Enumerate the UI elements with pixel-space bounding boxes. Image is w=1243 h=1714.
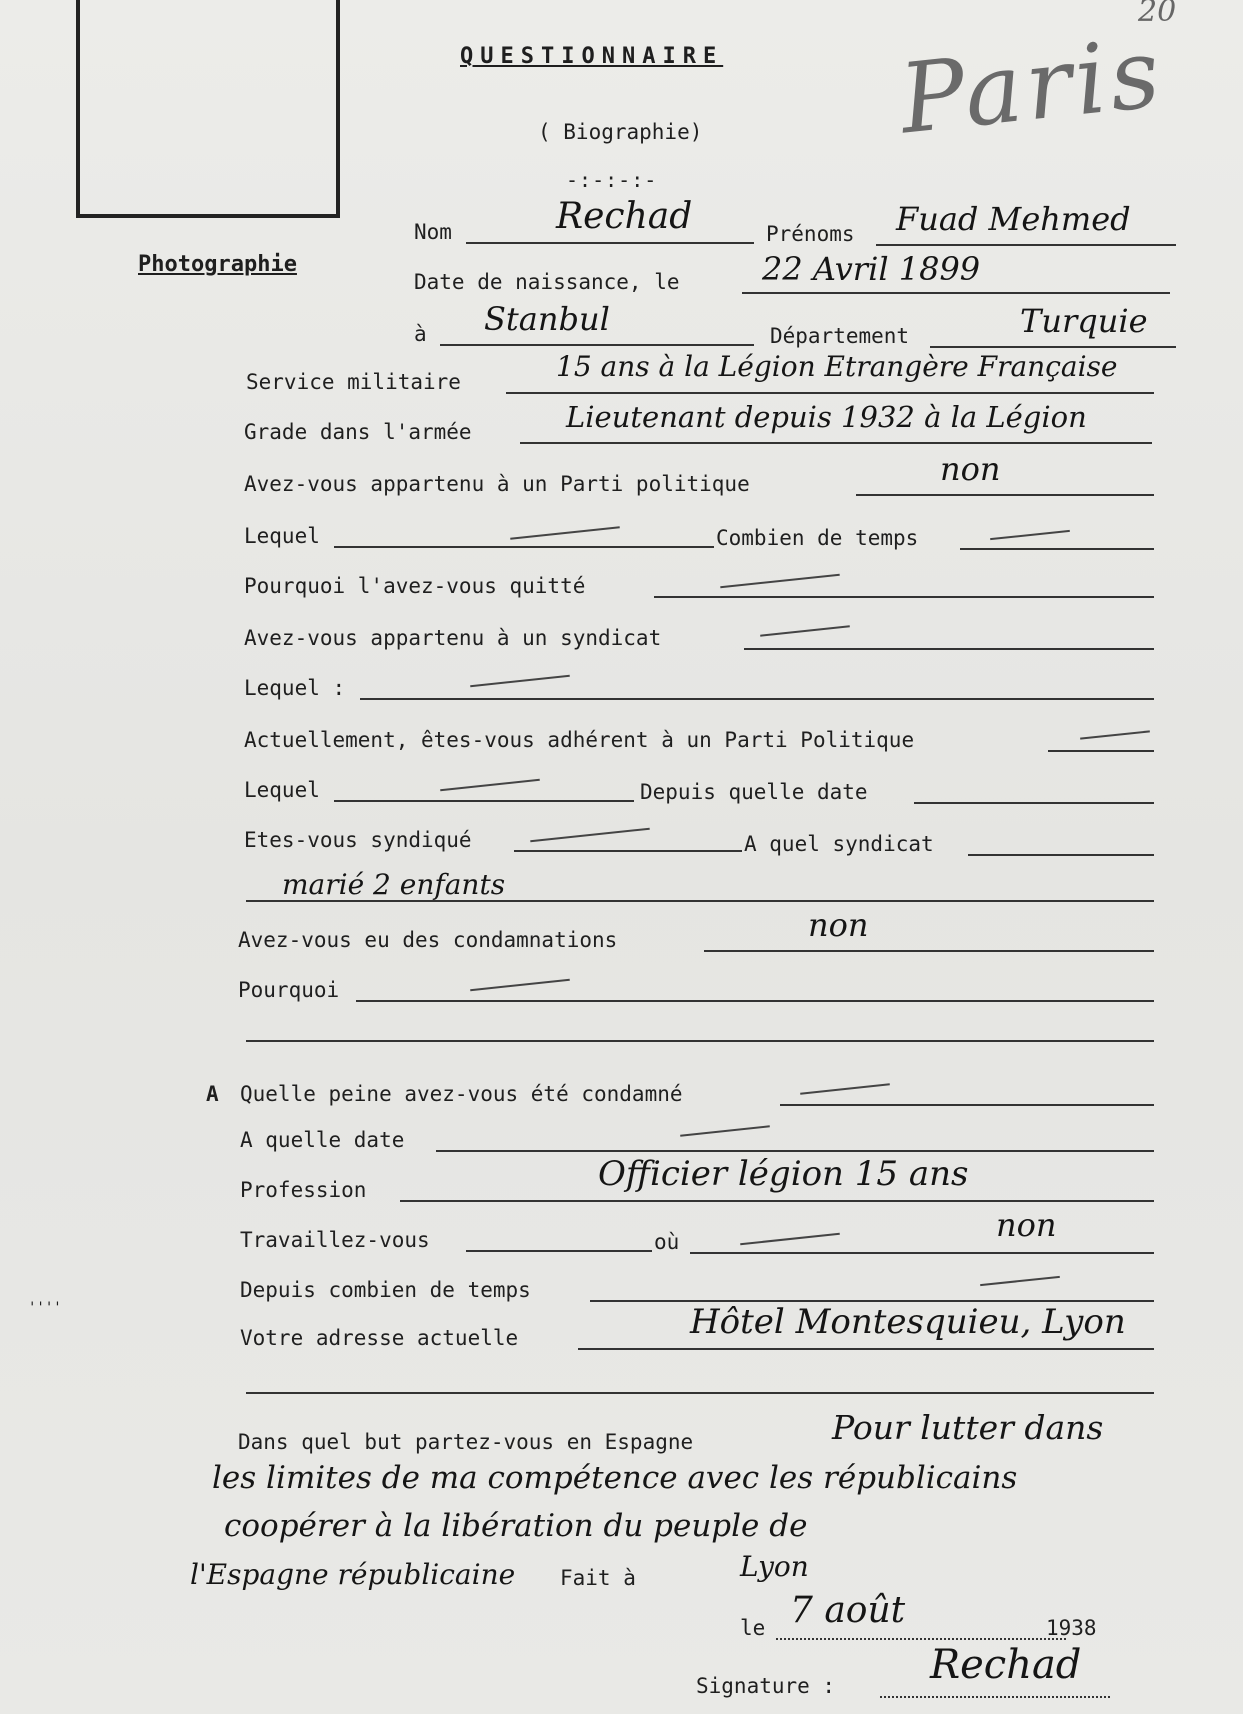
famille-note[interactable]: marié 2 enfants [282,868,506,901]
adresse-value[interactable]: Hôtel Montesquieu, Lyon [690,1302,1126,1342]
date-line [776,1638,1066,1640]
lequel2-strike [470,675,570,687]
prenoms-label: Prénoms [766,222,855,246]
combien-label: Combien de temps [716,526,919,550]
service-label: Service militaire [246,370,461,394]
service-line [506,392,1154,394]
lieu-line [440,344,754,346]
signature-line [880,1696,1110,1698]
ou-label: où [654,1230,680,1254]
fait-value[interactable]: Lyon [740,1550,809,1583]
lequel3-line [334,800,634,802]
service-value[interactable]: 15 ans à la Légion Etrangère Française [556,350,1118,383]
syndicat-line [744,648,1154,650]
adresse-line [578,1348,1154,1350]
date-label: le [740,1616,766,1640]
pourquoi-strike [470,979,570,991]
but-line4[interactable]: l'Espagne républicaine [190,1558,516,1591]
pourquoi-quitte-line [654,596,1154,598]
lequel2-label: Lequel : [244,676,346,700]
peine-marker: A [206,1082,219,1106]
signature-label: Signature : [696,1674,836,1698]
pourquoi-label: Pourquoi [238,978,340,1002]
ou-line [690,1252,1154,1254]
profession-label: Profession [240,1178,367,1202]
quelle-date-label: A quelle date [240,1128,405,1152]
lequel1-strike [510,526,620,539]
parti-value[interactable]: non [940,450,1001,488]
naissance-label: Date de naissance, le [414,270,680,294]
date-value[interactable]: 7 août [790,1590,906,1631]
grade-line [520,442,1152,444]
quel-syndicat-line [968,854,1154,856]
syndique-strike [530,828,650,843]
document-title: QUESTIONNAIRE [460,44,724,69]
title-separator: -:-:-:- [566,168,658,192]
peine-label: Quelle peine avez-vous été condamné [240,1082,683,1106]
pencil-annotation: Paris [894,16,1169,156]
folio-number: 20 [1138,0,1177,29]
fait-label: Fait à [560,1566,636,1590]
lieu-label: à [414,322,427,346]
peine-strike [800,1083,890,1094]
blank-line-2 [246,1392,1154,1394]
departement-label: Département [770,324,910,348]
quelle-date-strike [680,1125,770,1136]
pourquoi-quitte-strike [720,574,840,589]
syndicat-label: Avez-vous appartenu à un syndicat [244,626,662,650]
margin-tick-marks: '''' [28,1300,62,1316]
depuis-date-line [914,802,1154,804]
condamnations-label: Avez-vous eu des condamnations [238,928,618,952]
date-year: 1938 [1046,1616,1097,1640]
but-label: Dans quel but partez-vous en Espagne [238,1430,694,1454]
condamnations-line [704,950,1154,952]
departement-value[interactable]: Turquie [1020,302,1148,340]
depuis-date-label: Depuis quelle date [640,780,868,804]
departement-line [930,346,1176,348]
depuis-combien-strike [980,1276,1060,1286]
combien-line [960,548,1154,550]
ou-value[interactable]: non [996,1206,1057,1244]
lequel2-line [360,698,1154,700]
blank-line-1 [246,1040,1154,1042]
grade-value[interactable]: Lieutenant depuis 1932 à la Légion [566,400,1087,434]
lequel1-label: Lequel [244,524,320,548]
nom-label: Nom [414,220,452,244]
combien-strike [990,530,1070,540]
actuellement-label: Actuellement, êtes-vous adhérent à un Parti Politique [244,728,915,752]
pourquoi-quitte-label: Pourquoi l'avez-vous quitté [244,574,586,598]
syndicat-strike [760,625,850,636]
lieu-value[interactable]: Stanbul [484,300,610,338]
depuis-combien-label: Depuis combien de temps [240,1278,531,1302]
ou-strike [740,1233,840,1245]
peine-line [780,1104,1154,1106]
lequel3-label: Lequel [244,778,320,802]
pourquoi-line [356,1000,1154,1002]
photo-frame [76,0,340,218]
condamnations-value[interactable]: non [808,906,869,944]
lequel3-strike [440,779,540,791]
profession-value[interactable]: Officier légion 15 ans [598,1154,969,1194]
photo-label: Photographie [138,252,297,277]
document-subtitle: ( Biographie) [538,120,703,144]
naissance-line [742,292,1170,294]
prenoms-value[interactable]: Fuad Mehmed [896,200,1131,238]
travaillez-line [466,1250,652,1252]
quel-syndicat-label: A quel syndicat [744,832,934,856]
lequel1-line [334,546,714,548]
syndique-line [514,850,742,852]
signature-value[interactable]: Rechad [930,1642,1082,1688]
actuellement-strike [1080,730,1150,739]
profession-line [400,1200,1154,1202]
but-line1[interactable]: Pour lutter dans [832,1408,1104,1447]
nom-value[interactable]: Rechad [556,196,693,237]
but-line3[interactable]: coopérer à la libération du peuple de [224,1508,808,1544]
but-line2[interactable]: les limites de ma compétence avec les républicains [212,1460,1018,1496]
travaillez-label: Travaillez-vous [240,1228,430,1252]
parti-label: Avez-vous appartenu à un Parti politique [244,472,750,496]
nom-line [466,242,754,244]
syndique-label: Etes-vous syndiqué [244,828,472,852]
actuellement-line [1048,750,1154,752]
adresse-label: Votre adresse actuelle [240,1326,519,1350]
prenoms-line [876,244,1176,246]
quelle-date-line [436,1150,1154,1152]
parti-line [856,494,1154,496]
naissance-value[interactable]: 22 Avril 1899 [762,250,981,288]
grade-label: Grade dans l'armée [244,420,472,444]
